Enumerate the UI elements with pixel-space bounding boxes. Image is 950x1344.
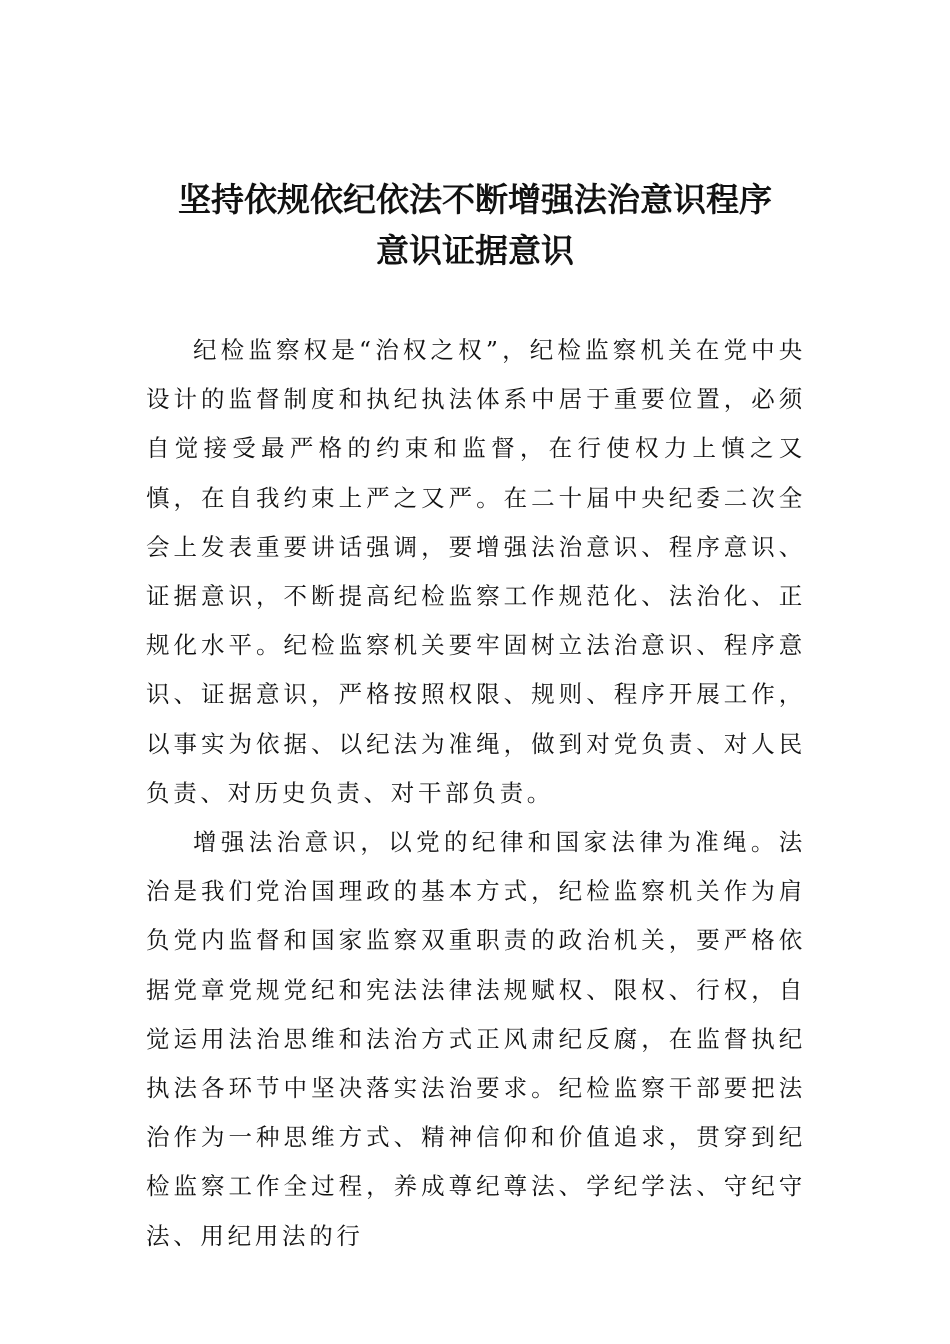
document-body — [146, 326, 806, 1261]
title-line-1: 坚持依规依纪依法不断增强法治意识程序 — [178, 180, 772, 219]
paragraph-1: 纪检监察权是“治权之权”，纪检监察机关在党中央设计的监督制度和执纪执法体系中居于重要位置，必须自觉接受最严格的约束和监督，在行使权力上慎之又慎，在自我约束上严之又严。在二十届中央纪委二次全会上发表重要讲话强调，要增强法治意识、程序意识、证据意识，不断提高纪检监察工作规范化、法治化、正规化水平。纪检监察机关要牢固树立法治意识、程序意识、证据意识，严格按照权限、规则、程序开展工作，以事实为依据、以纪法为准绳，做到对党负责、对人民负责、对历史负责、对干部负责。 — [146, 336, 806, 807]
paragraph-2: 增强法治意识，以党的纪律和国家法律为准绳。法治是我们党治国理政的基本方式，纪检监察机关作为肩负党内监督和国家监察双重职责的政治机关，要严格依据党章党规党纪和宪法法律法规赋权、限权、行权，自觉运用法治思维和法治方式正风肃纪反腐，在监督执纪执法各环节中坚决落实法治要求。纪检监察干部要把法治作为一种思维方式、精神信仰和价值追求，贯穿到纪检监察工作全过程，养成尊纪尊法、学纪学法、守纪守法、用纪用法的行 — [146, 828, 806, 1250]
title-line-2: 意识证据意识 — [376, 231, 574, 270]
document-title — [120, 174, 830, 276]
